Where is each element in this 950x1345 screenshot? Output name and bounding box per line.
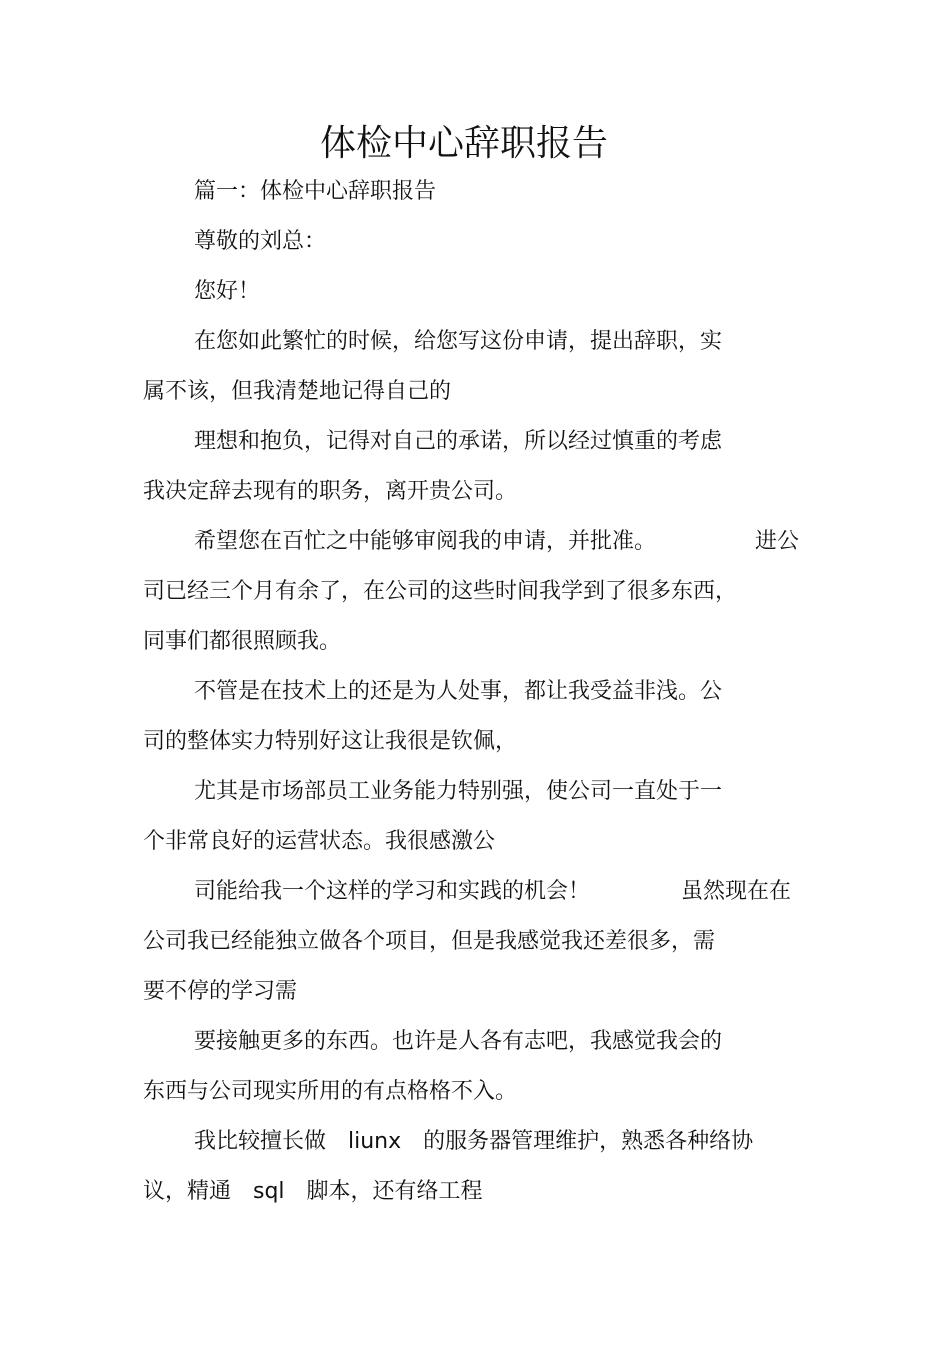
paragraph-line: 要接触更多的东西。也许是人各有志吧，我感觉我会的 [194, 1029, 723, 1054]
paragraph-line: 司的整体实力特别好这让我很是钦佩， [143, 729, 518, 754]
paragraph-line: 司已经三个月有余了，在公司的这些时间我学到了很多东西， [143, 579, 738, 604]
section-heading: 篇一：体检中心辞职报告 [194, 179, 437, 204]
paragraph-line: 个非常良好的运营状态。我很感激公 [143, 829, 496, 854]
paragraph-line: 理想和抱负，记得对自己的承诺，所以经过慎重的考虑 [194, 429, 723, 454]
paragraph-line: 同事们都很照顾我。 [143, 629, 342, 654]
paragraph-line: 不管是在技术上的还是为人处事，都让我受益非浅。公 [194, 679, 723, 704]
paragraph-line: 希望您在百忙之中能够审阅我的申请，并批准。 [194, 529, 657, 554]
paragraph-line: 东西与公司现实所用的有点格格不入。 [143, 1079, 518, 1104]
paragraph-line: 在您如此繁忙的时候，给您写这份申请，提出辞职，实 [194, 329, 723, 354]
paragraph-line: 司能给我一个这样的学习和实践的机会！ [194, 879, 591, 904]
paragraph-line: 公司我已经能独立做各个项目，但是我感觉我还差很多，需 [143, 929, 716, 954]
paragraph-line: 要不停的学习需 [143, 979, 298, 1004]
paragraph-line: 我决定辞去现有的职务，离开贵公司。 [143, 479, 518, 504]
paragraph-line: 属不该，但我清楚地记得自己的 [143, 379, 452, 404]
paragraph-line-tail: 进公 [755, 529, 800, 554]
greeting: 您好！ [194, 279, 261, 304]
paragraph-line: 我比较擅长做 liunx 的服务器管理维护，熟悉各种络协 [194, 1129, 754, 1154]
document-title: 体检中心辞职报告 [319, 123, 608, 164]
paragraph-line: 议，精通 sql 脚本，还有络工程 [143, 1179, 483, 1204]
paragraph-line: 尤其是市场部员工业务能力特别强，使公司一直处于一 [194, 779, 723, 804]
paragraph-line-tail: 虽然现在在 [681, 879, 792, 904]
salutation: 尊敬的刘总： [194, 229, 327, 254]
